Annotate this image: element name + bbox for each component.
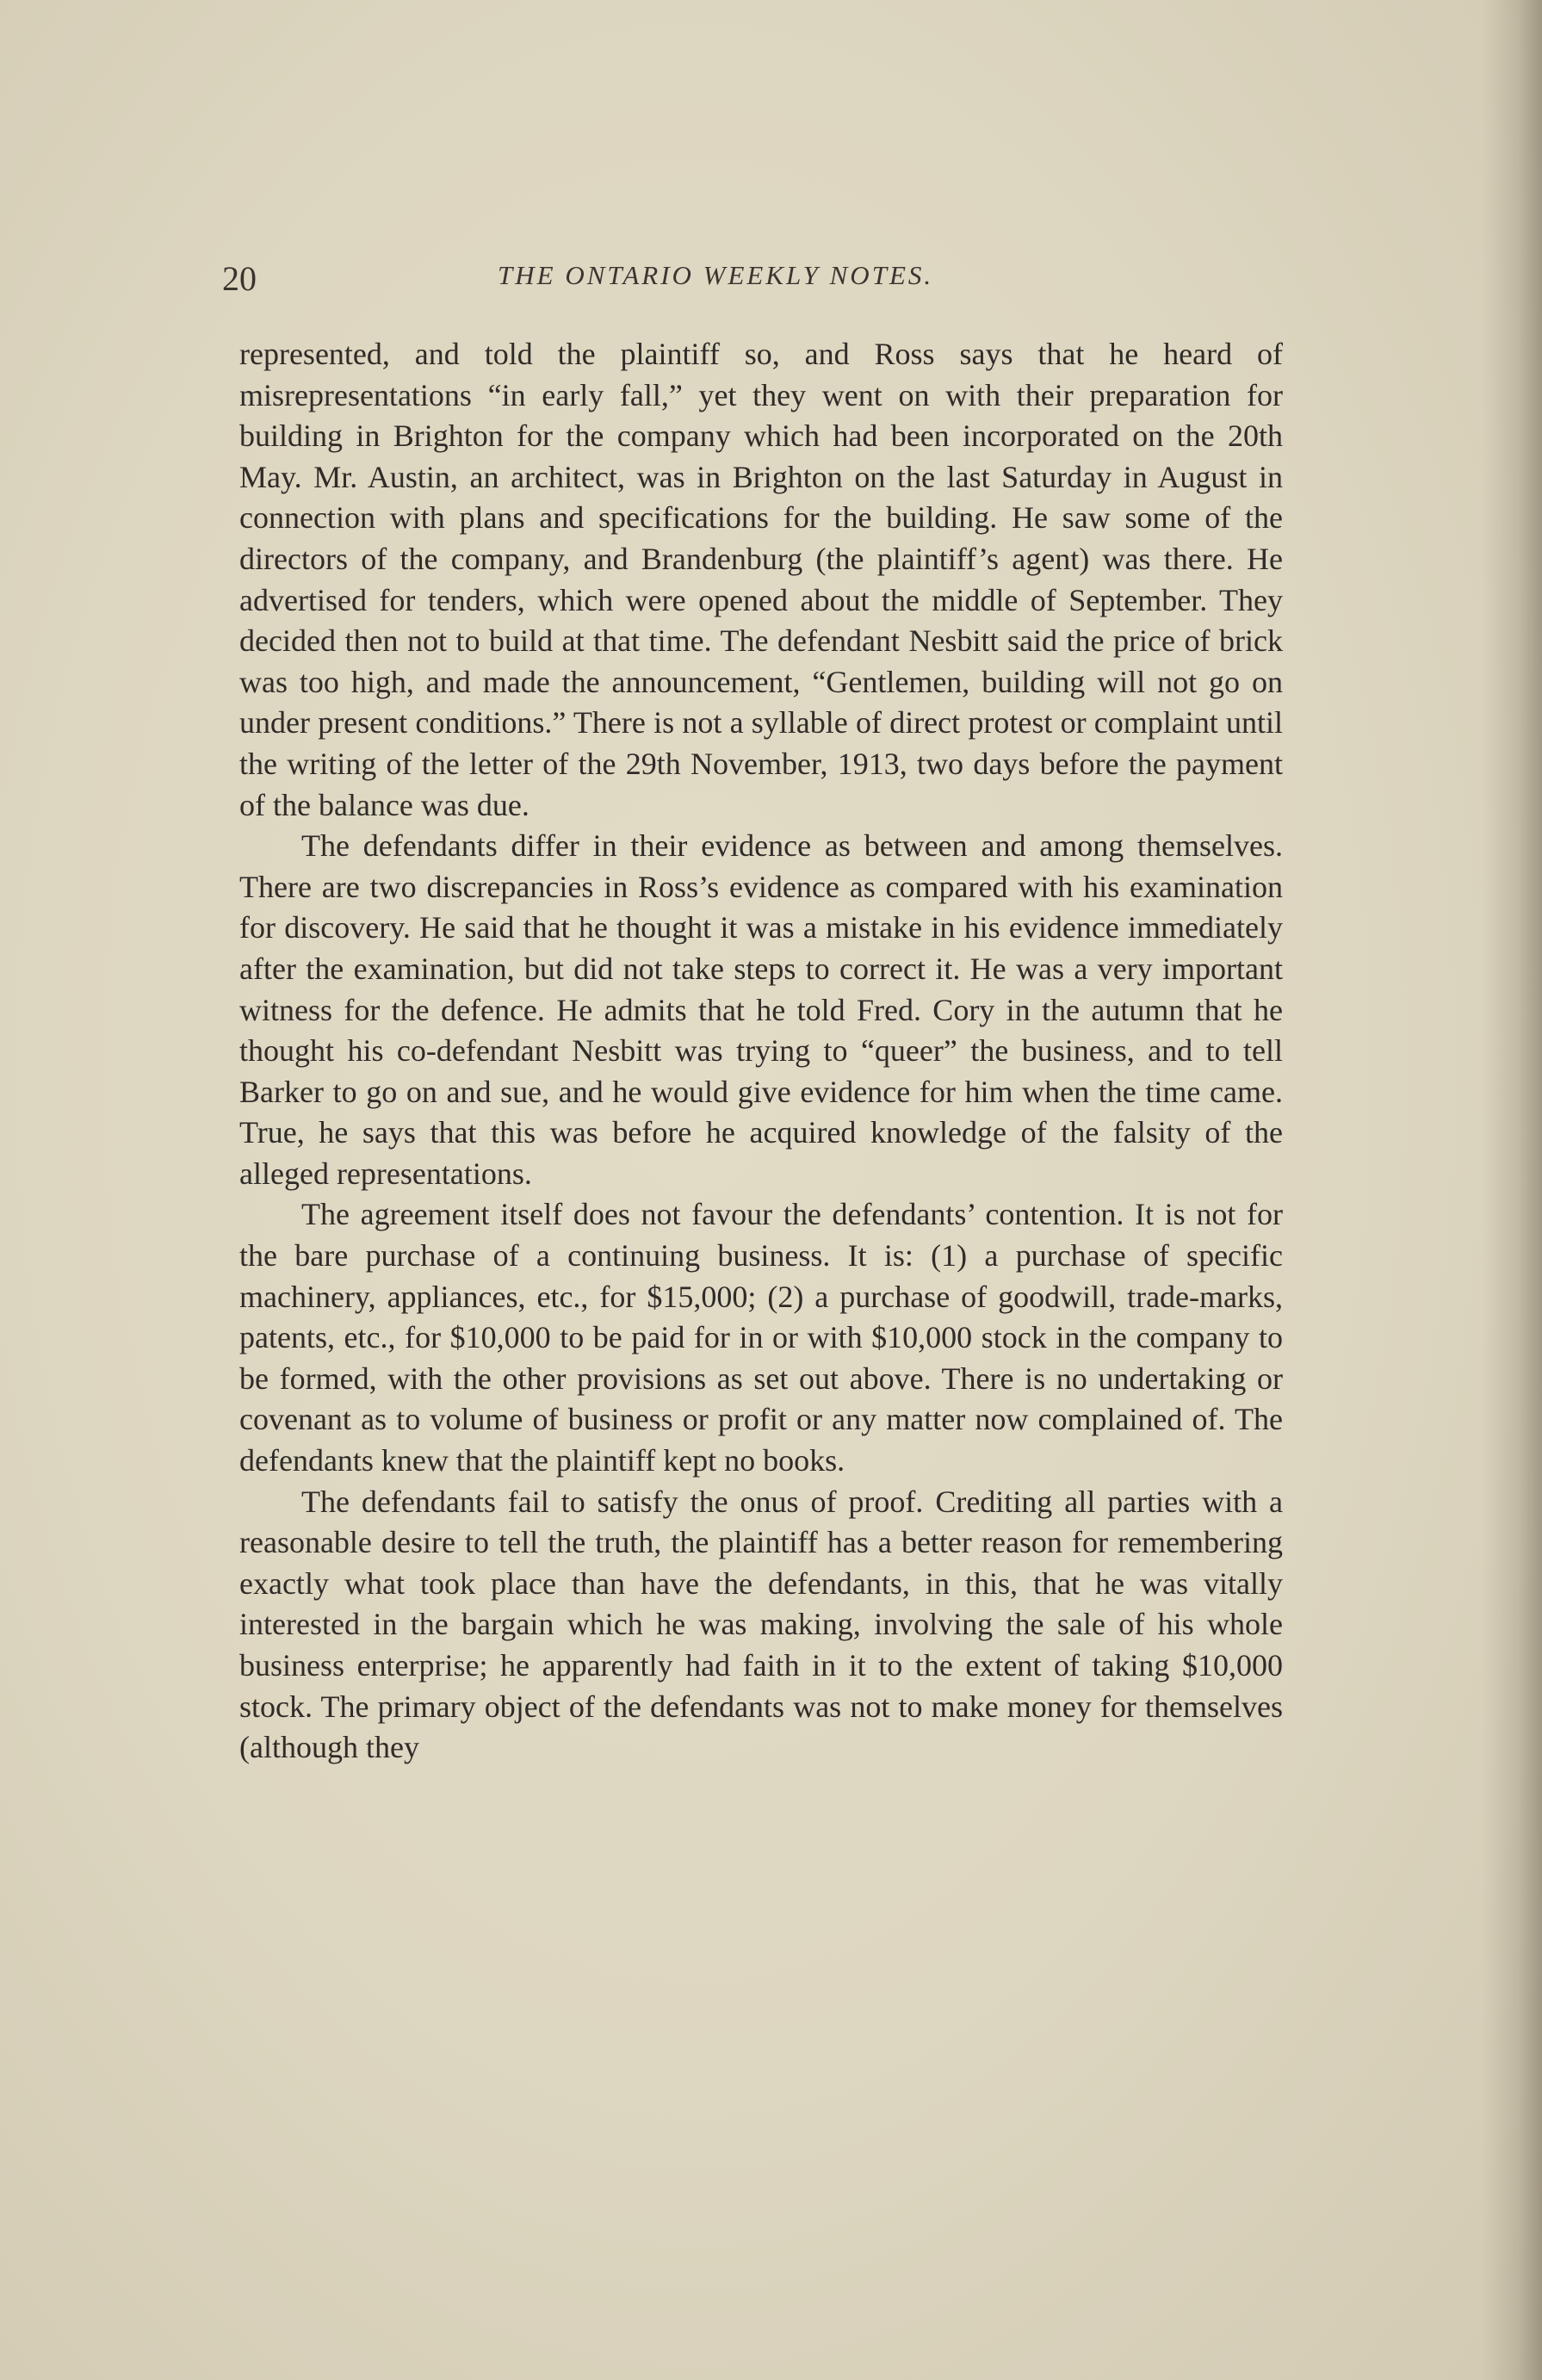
body-text (239, 334, 1283, 1769)
paragraph: The defendants fail to satisfy the onus of proof. Crediting all parties with a reasonable desire to tell the truth, the plaintiff has a better reason for remembering exactly what took place than have the defendants, in this, that he was vitally interested in the bargain which he was making, involving the sale of his whole business enterprise; he apparently had faith in it to the extent of taking $10,000 stock. The primary object of the defendants was not to make money for themselves (although they (239, 1484, 1283, 1765)
page-binding-shadow (1482, 0, 1542, 2380)
paragraph: The defendants differ in their evidence as between and among themselves. There are two discrepancies in Ross’s evidence as compared with his examination for discovery. He said that he thought it was a mistake in his evidence immediately after the examination, but did not take steps to correct it. He was a very important witness for the defence. He admits that he told Fred. Cory in the autumn that he thought his co-defendant Nesbitt was trying to “queer” the business, and to tell Barker to go on and sue, and he would give evidence for him when the time came. True, he says that this was before he acquired knowledge of the falsity of the alleged representations. (239, 828, 1283, 1191)
page-number: 20 (222, 259, 257, 298)
running-title: THE ONTARIO WEEKLY NOTES. (498, 260, 934, 290)
paragraph: represented, and told the plaintiff so, and Ross says that he heard of misrepresentations “in early fall,” yet they went on with their preparation for building in Brighton for the company which had been incorporated on the 20th May. Mr. Austin, an architect, was in Brighton on the last Saturday in August in connection with plans and specifications for the building. He saw some of the directors of the company, and Brandenburg (the plaintiff’s agent) was there. He advertised for tenders, which were opened about the middle of September. They decided then not to build at that time. The defendant Nesbitt said the price of brick was too high, and made the announcement, “Gentlemen, building will not go on under present conditions.” There is not a syllable of direct protest or complaint until the writing of the letter of the 29th November, 1913, two days before the payment of the balance was due. (239, 337, 1283, 822)
paragraph: The agreement itself does not favour the defendants’ contention. It is not for the bare purchase of a continuing business. It is: (1) a purchase of specific machinery, appliances, etc., for $15,000; (2) a purchase of goodwill, trade-marks, patents, etc., for $10,000 to be paid for in or with $10,000 stock in the company to be formed, with the other provisions as set out above. There is no undertaking or covenant as to volume of business or profit or any matter now complained of. The defendants knew that the plaintiff kept no books. (239, 1197, 1283, 1478)
page-header (222, 258, 1281, 310)
